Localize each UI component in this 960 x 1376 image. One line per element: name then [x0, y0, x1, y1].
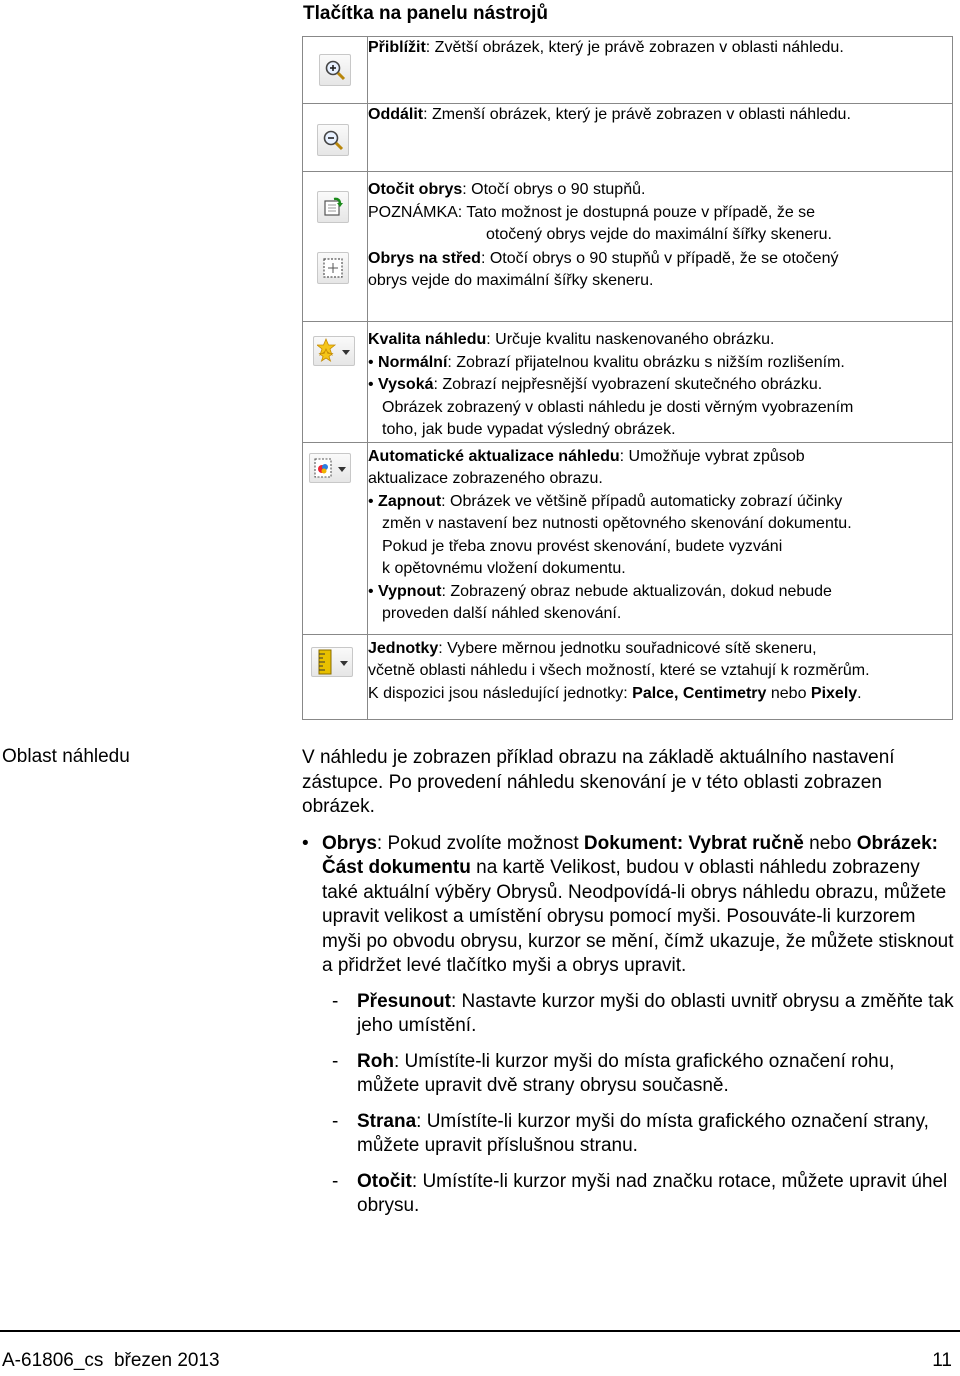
sub-text: : Umístíte-li kurzor myši do místa grafického označení rohu, můžete upravit dvě strany obrysu současně.: [357, 1050, 895, 1096]
preview-intro: V náhledu je zobrazen příklad obrazu na základě aktuálního nastavení zástupce. Po provedení náhledu skenování je v této oblasti zobrazen obrázek.: [302, 747, 895, 817]
quality-high-desc-1: : Zobrazí nejpřesnější vyobrazení skutečného obrázku.: [433, 376, 823, 393]
chevron-down-icon: [338, 467, 346, 472]
center-desc-2: obrys vejde do maximální šířky skeneru.: [368, 272, 654, 289]
units-name: Jednotky: [368, 639, 439, 657]
quality-high-desc-2: Obrázek zobrazený v oblasti náhledu je dosti věrným vyobrazením: [382, 398, 854, 416]
sub-name: Otočit: [357, 1170, 412, 1192]
quality-high-name: Vysoká: [378, 376, 434, 393]
outline-text-1: : Pokud zvolíte možnost: [376, 832, 584, 854]
dash: -: [332, 1110, 339, 1132]
sub-name: Roh: [357, 1050, 394, 1072]
sub-name: Přesunout: [357, 990, 451, 1012]
sub-item-corner: [302, 1050, 957, 1099]
chevron-down-icon: [342, 350, 350, 355]
outline-item: [302, 832, 957, 979]
auto-desc-1: : Umožňuje vybrat způsob: [619, 447, 805, 465]
rotate-desc: : Otočí obrys o 90 stupňů.: [462, 181, 646, 198]
center-outline-icon[interactable]: [317, 252, 349, 284]
rotate-note: POZNÁMKA: Tato možnost je dostupná pouze v případě, že se: [368, 203, 816, 221]
units-or: nebo: [766, 684, 811, 702]
outline-text-2: nebo: [803, 832, 857, 854]
unit-inches: Palce: [632, 684, 674, 702]
auto-update-preview-icon[interactable]: [309, 453, 351, 483]
auto-on-desc-4: k opětovnému vložení dokumentu.: [382, 560, 626, 577]
auto-on-desc-1: : Obrázek ve většině případů automaticky zobrazí účinky: [441, 492, 843, 510]
quality-high-desc-3: toho, jak bude vypadat výsledný obrázek.: [382, 421, 676, 438]
quality-high-item: • Vysoká: Zobrazí nejpřesnější vyobrazení skutečného obrázku.: [368, 376, 823, 393]
sub-item-side: [302, 1110, 957, 1159]
zoom-in-name: Přiblížit: [368, 39, 426, 56]
units-ruler-icon[interactable]: [311, 647, 353, 677]
units-desc-1: : Vybere měrnou jednotku souřadnicové sítě skeneru,: [438, 639, 817, 657]
auto-name: Automatické aktualizace náhledu: [368, 447, 620, 465]
auto-on-name: Zapnout: [378, 492, 442, 510]
outline-option-2: Obrázek: Část dokumentu: [322, 832, 939, 878]
units-desc-3-pre: K dispozici jsou následující jednotky:: [368, 684, 633, 702]
preview-quality-icon[interactable]: [313, 336, 355, 366]
auto-off-desc-1: : Zobrazený obraz nebude aktualizován, dokud nebude: [441, 582, 832, 600]
footer-divider: [0, 1330, 960, 1332]
units-sep: ,: [673, 684, 683, 702]
rotate-note-cont: otočený obrys vejde do maximální šířky skeneru.: [486, 226, 832, 243]
dash: -: [332, 1050, 339, 1072]
quality-desc: : Určuje kvalitu naskenovaného obrázku.: [486, 331, 775, 348]
units-desc-3: [368, 683, 952, 706]
zoom-in-desc: : Zvětší obrázek, který je právě zobrazen v oblasti náhledu.: [425, 39, 844, 56]
sub-text: : Umístíte-li kurzor myši do místa grafického označení strany, můžete upravit příslušnou stranu.: [357, 1110, 929, 1156]
outline-text-3: na kartě Velikost, budou v oblasti náhledu zobrazeny také aktuální výběry Obrysů. Neodpovídá-li obrys náhledu obrazu, můžete upravit velikost a umístění obrysu pomocí myši. Posouváte-li kurzorem myši po obvodu obrysu, kurzor se mění, čímž ukazuje, že můžete stisknout a přidržet levé tlačítko myši a obrys upravit.: [322, 857, 954, 976]
page-number: 11: [932, 1350, 952, 1371]
auto-on-desc-2: změn v nastavení bez nutnosti opětovného skenování dokumentu.: [382, 515, 852, 532]
sub-text: : Umístíte-li kurzor myši nad značku rotace, můžete upravit úhel obrysu.: [357, 1170, 948, 1216]
dash: -: [332, 1170, 339, 1192]
outline-option-1: Dokument: Vybrat ručně: [583, 832, 804, 854]
sub-item-rotate: [302, 1170, 957, 1219]
auto-on-desc-3: Pokud je třeba znovu provést skenování, budete vyzváni: [382, 537, 783, 555]
outline-name: Obrys: [322, 832, 377, 854]
units-desc-2: včetně oblasti náhledu i všech možností, které se vztahují k rozměrům.: [368, 662, 870, 679]
section-title: Tlačítka na panelu nástrojů: [303, 3, 548, 24]
zoom-out-desc: : Zmenší obrázek, který je právě zobrazen v oblasti náhledu.: [423, 106, 851, 123]
auto-desc-2: aktualizace zobrazeného obrazu.: [368, 470, 603, 487]
toolbar-buttons-table: [302, 36, 953, 720]
auto-off-desc-2: proveden další náhled skenování.: [382, 605, 622, 622]
zoom-out-name: Oddálit: [368, 106, 424, 123]
center-desc-1: : Otočí obrys o 90 stupňů v případě, že se otočený: [480, 249, 839, 267]
quality-normal-desc: : Zobrazí přijatelnou kvalitu obrázku s nižším rozlišením.: [447, 353, 845, 371]
footer-doc-id: A-61806_cs březen 2013: [2, 1350, 220, 1371]
preview-area-description: [302, 746, 957, 1219]
sub-text: : Nastavte kurzor myši do oblasti uvnitř obrysu a změňte tak jeho umístění.: [357, 990, 954, 1036]
quality-normal-name: Normální: [378, 353, 448, 371]
sub-item-move: [302, 990, 957, 1039]
unit-pixels: Pixely: [810, 684, 858, 702]
quality-normal-item: • Normální: Zobrazí přijatelnou kvalitu obrázku s nižším rozlišením.: [368, 353, 845, 371]
zoom-in-icon[interactable]: [319, 54, 351, 86]
auto-off-item: • Vypnout: Zobrazený obraz nebude aktualizován, dokud nebude: [368, 582, 832, 600]
zoom-out-icon[interactable]: [317, 124, 349, 156]
rotate-name: Otočit obrys: [368, 181, 463, 198]
chevron-down-icon: [340, 661, 348, 666]
bullet-dot: •: [302, 832, 309, 854]
dash: -: [332, 990, 339, 1012]
quality-name: Kvalita náhledu: [368, 331, 487, 348]
units-end: .: [857, 684, 862, 702]
auto-off-name: Vypnout: [378, 582, 442, 600]
preview-area-label: Oblast náhledu: [2, 746, 130, 767]
center-name: Obrys na střed: [368, 249, 481, 267]
rotate-outline-icon[interactable]: [317, 191, 349, 223]
sub-name: Strana: [357, 1110, 417, 1132]
auto-on-item: • Zapnout: Obrázek ve většině případů automaticky zobrazí účinky: [368, 492, 843, 510]
unit-centimeters: Centimetry: [682, 684, 767, 702]
